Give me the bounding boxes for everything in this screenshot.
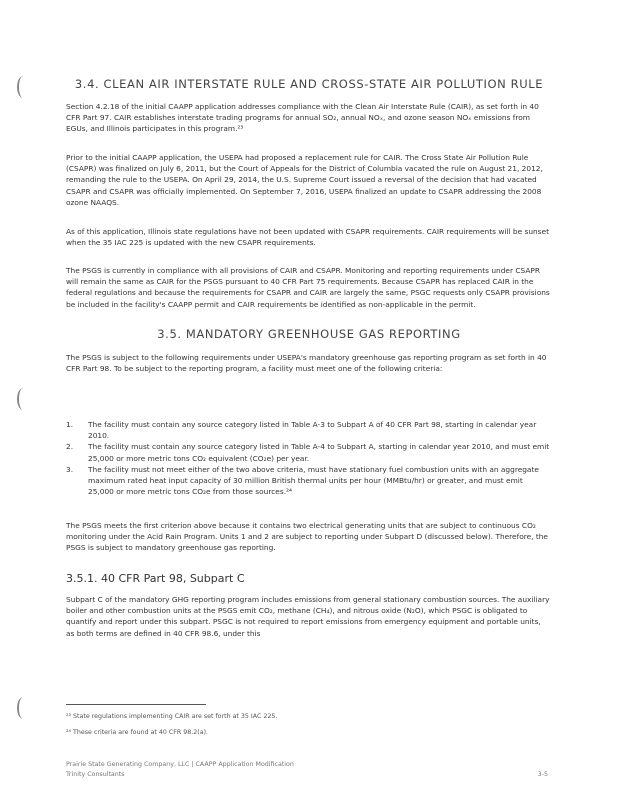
criteria-list xyxy=(66,419,550,497)
paragraph-psgs-compliance: The PSGS is currently in compliance with all provisions of CAIR and CSAPR. Monitoring and reporting requirements under CSAPR will remain the same as CAIR for the PSGS pursuant to 40 CFR Part 75 requirements. Because CSAPR has replaced CAIR in the federal regulations and because the requirements for CSAPR and CAIR are largely the same, PSGC requests only CSAPR provisions be included in the facility's CAAPP permit and CAIR requirements be identified as non-applicable in the permit. xyxy=(66,266,550,309)
page-number: 3-5 xyxy=(537,771,548,778)
list-number: 1. xyxy=(66,420,74,429)
paragraph-csapr-history: Prior to the initial CAAPP application, the USEPA had proposed a replacement rule for CAIR. The Cross State Air Pollution Rule (CSAPR) was finalized on July 6, 2011, but the Court of Appeals for the District of Columbia vacated the rule on August 21, 2012, remanding the rule to the USEPA. On April 29, 2014, the U.S. Supreme Court issued a reversal of the decision that had vacated CSAPR and CSAPR was officially implemented. On September 7, 2016, USEPA finalized an update to CSAPR addressing the 2008 ozone NAAQS. xyxy=(66,153,543,207)
footer-company: Prairie State Generating Company, LLC | CAAPP Application Modification xyxy=(66,761,294,768)
list-text: The facility must contain any source category listed in Table A-3 to Subpart A of 40 CFR Part 98, starting in calendar year 2010. xyxy=(88,420,537,441)
paragraph-ghg-intro: The PSGS is subject to the following requirements under USEPA's mandatory greenhouse gas reporting program as set forth in 40 CFR Part 98. To be subject to the reporting program, a facility must meet one of the following criteria: xyxy=(66,353,547,374)
footer-consultant: Trinity Consultants xyxy=(66,771,125,778)
paragraph-cair-intro: Section 4.2.18 of the initial CAAPP application addresses compliance with the Clean Air Interstate Rule (CAIR), as set forth in 40 CFR Part 97. CAIR establishes interstate trading programs for annual SO₂, annual NOₓ, and ozone season NOₓ emissions from EGUs, and Illinois participates in this program.²³ xyxy=(66,102,539,134)
subsection-heading-3-5-1: 3.5.1. 40 CFR Part 98, Subpart C xyxy=(66,572,245,585)
paragraph-subpart-c: Subpart C of the mandatory GHG reporting program includes emissions from general stationary combustion sources. The auxiliary boiler and other combustion units at the PSGS emit CO₂, methane (CH₄), and nitrous oxide (N₂O), which PSGC is obligated to quantify and report under this subpart. PSGC is not required to report emissions from emergency equipment and portable units, as both terms are defined in 40 CFR 98.6, under this xyxy=(66,595,550,638)
paragraph-psgs-criterion: The PSGS meets the first criterion above because it contains two electrical generating units that are subject to continuous CO₂ monitoring under the Acid Rain Program. Units 1 and 2 are subject to reporting under Subpart D (discussed below). Therefore, the PSGS is subject to mandatory greenhouse gas reporting. xyxy=(66,521,548,553)
paragraph-illinois-regulations: As of this application, Illinois state regulations have not been updated with CSAPR requirements. CAIR requirements will be sunset when the 35 IAC 225 is updated with the new CSAPR requirements. xyxy=(66,227,549,248)
list-item xyxy=(66,419,550,441)
footnote-divider xyxy=(66,704,206,705)
footnote-23: ²³ State regulations implementing CAIR are set forth at 35 IAC 225. xyxy=(66,713,278,720)
list-item xyxy=(66,441,550,463)
list-number: 2. xyxy=(66,442,74,452)
list-text: The facility must not meet either of the two above criteria, must have stationary fuel combustion units with an aggregate maximum rated heat input capacity of 30 million British thermal units per hour (MMBtu/hr) or greater, and must emit 25,000 or more metric tons CO₂e from those sources.²⁴ xyxy=(88,464,539,497)
binder-hole-mark xyxy=(17,388,29,410)
list-text: The facility must contain any source category listed in Table A-4 to Subpart A, starting in calendar year 2010, and must emit 25,000 or more metric tons CO₂ equivalent (CO₂e) per year. xyxy=(88,442,550,463)
section-heading-3-4: 3.4. CLEAN AIR INTERSTATE RULE AND CROSS-STATE AIR POLLUTION RULE xyxy=(74,77,544,91)
footnote-24: ²⁴ These criteria are found at 40 CFR 98.2(a). xyxy=(66,729,209,736)
section-heading-3-5: 3.5. MANDATORY GREENHOUSE GAS REPORTING xyxy=(157,327,461,341)
list-number: 3. xyxy=(66,464,74,474)
binder-hole-mark xyxy=(17,697,29,719)
list-item xyxy=(66,464,550,498)
